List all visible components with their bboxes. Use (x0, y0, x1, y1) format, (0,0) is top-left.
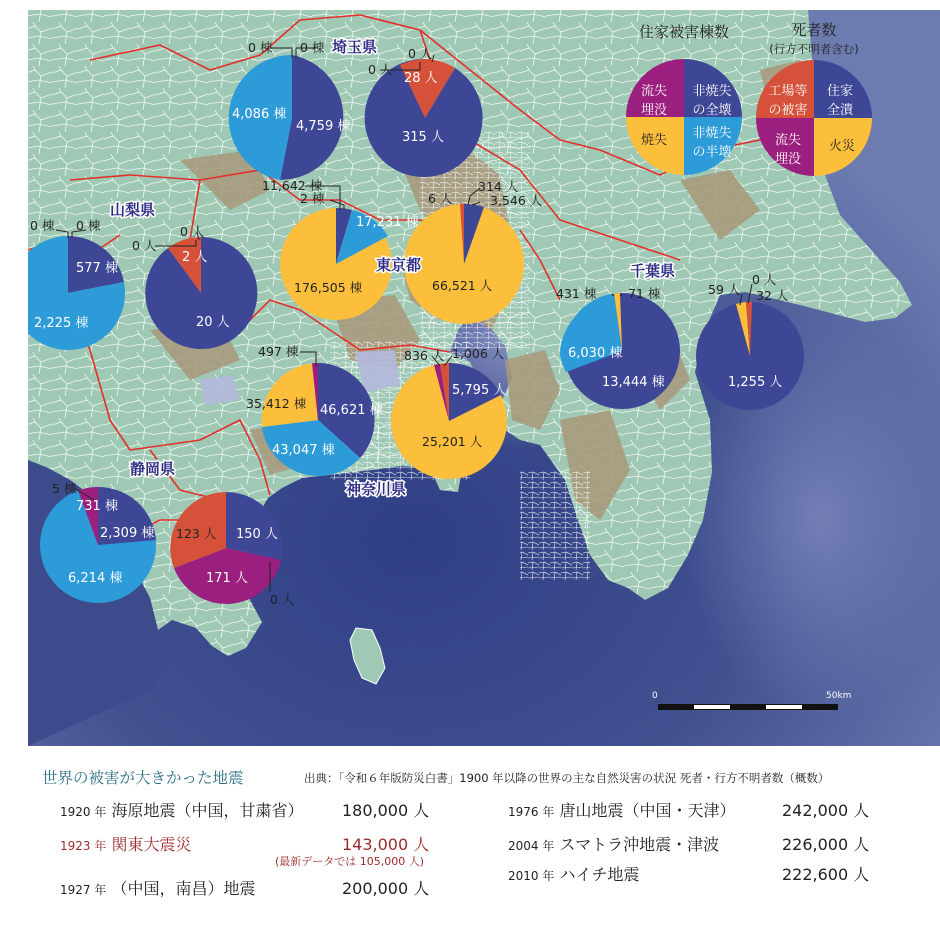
scale-end-label: 50km (826, 691, 852, 701)
legend-housing-cell-2: 埋没 (640, 103, 668, 118)
world-row-value: 226,000 人 (782, 835, 870, 854)
legend-deaths-cell-7: 火災 (828, 139, 856, 154)
kanagawa-housing-label-4: 43,047 棟 (272, 443, 335, 458)
pie-chiba-deaths (696, 302, 804, 410)
legend-deaths-cell-2: の被害 (768, 103, 808, 118)
scale-start-label: 0 (652, 691, 658, 701)
world-row-name: 海原地震（中国，甘粛省） (111, 801, 304, 820)
world-row-year: 1920 年 (60, 805, 107, 819)
kanagawa-housing-label-1: 497 棟 (258, 344, 299, 359)
world-row-year: 2010 年 (508, 869, 555, 883)
world-row (508, 832, 719, 855)
kanagawa-deaths-label-2: 1,006 人 (452, 346, 505, 361)
world-row-name: スマトラ沖地震・津波 (559, 835, 720, 854)
legend-deaths-subtitle: (行方不明者含む) (769, 42, 859, 56)
world-source: 出典：「令和６年版防災白書」1900 年以降の世界の主な自然災害の状況 死者・行方不明者数（概数） (304, 771, 830, 785)
chiba-housing-label-2: 71 棟 (628, 286, 661, 301)
world-row-year: 1976 年 (508, 805, 555, 819)
chiba-deaths-label-3: 32 人 (756, 288, 789, 303)
scale-bar-seg (694, 705, 730, 709)
chiba-housing-label-3: 6,030 棟 (568, 346, 623, 361)
legend-deaths-pie (756, 60, 872, 176)
saitama-housing-label-4: 4,086 棟 (232, 107, 287, 122)
shizuoka-housing-label-4: 6,214 棟 (68, 571, 123, 586)
shizuoka-housing-label-3: 2,309 棟 (100, 526, 155, 541)
prefecture-tokyo: 東京都 (376, 256, 422, 274)
saitama-housing-label-2: 0 棟 (300, 40, 325, 55)
world-row-value: 222,600 人 (782, 865, 870, 884)
tokyo-housing-label-2: 2 棟 (300, 191, 325, 206)
yamanashi-deaths-label-3: 2 人 (182, 250, 208, 265)
world-row (60, 798, 303, 821)
yamanashi-housing-label-2: 0 棟 (76, 218, 101, 233)
world-earthquakes-panel (0, 746, 940, 934)
shizuoka-housing-label-1: 5 棟 (52, 481, 77, 496)
kanagawa-deaths-label-1: 836 人 (404, 348, 445, 363)
yamanashi-housing-label-4: 2,225 棟 (34, 316, 89, 331)
world-row-name: ハイチ地震 (559, 865, 640, 884)
world-row (508, 798, 735, 821)
prefecture-shizuoka: 静岡県 (130, 460, 176, 478)
kanagawa-deaths-label-4: 25,201 人 (422, 434, 483, 449)
legend-deaths-cell-1: 工場等 (768, 84, 808, 99)
legend-housing-cell-3: 非焼失 (692, 84, 732, 99)
pie-shizuoka-deaths (170, 492, 282, 604)
shizuoka-housing-label-2: 731 棟 (76, 499, 118, 514)
saitama-deaths-label-1: 0 人 (368, 62, 393, 77)
prefecture-chiba: 千葉県 (630, 262, 676, 280)
chiba-deaths-label-1: 59 人 (708, 282, 741, 297)
world-row (60, 876, 255, 899)
legend-deaths-cell-6: 埋没 (774, 152, 802, 167)
legend-housing-cell-7: の半壊 (692, 145, 732, 160)
world-row (508, 862, 639, 885)
chiba-housing-label-4: 13,444 棟 (602, 375, 665, 390)
tokyo-deaths-label-1: 6 人 (428, 191, 453, 206)
shizuoka-deaths-label-2: 150 人 (236, 527, 278, 542)
world-row-name: 関東大震災 (111, 835, 192, 854)
chiba-deaths-label-2: 0 人 (752, 272, 777, 287)
saitama-deaths-label-2: 0 人 (408, 46, 433, 61)
world-row-value: 143,000 人 (342, 835, 430, 854)
kanagawa-housing-label-2: 35,412 棟 (246, 396, 307, 411)
map-svg (28, 10, 940, 746)
yamanashi-deaths-label-1: 0 人 (132, 238, 157, 253)
tokyo-deaths-label-4: 66,521 人 (432, 278, 493, 293)
prefecture-yamanashi: 山梨県 (110, 201, 156, 219)
legend-deaths-cell-3: 住家 (826, 84, 854, 99)
yamanashi-deaths-label-4: 20 人 (196, 315, 230, 330)
world-row-note: (最新データでは 105,000 人) (275, 855, 425, 868)
yamanashi-housing-label-1: 0 棟 (30, 218, 55, 233)
map (28, 10, 940, 746)
world-row-highlight (60, 832, 191, 855)
world-row-value: 180,000 人 (342, 801, 430, 820)
legend-deaths-cell-5: 流失 (774, 133, 802, 148)
legend-housing-cell-5: 焼失 (640, 133, 668, 148)
legend-housing-cell-6: 非焼失 (692, 126, 732, 141)
saitama-deaths-label-3: 28 人 (404, 71, 438, 86)
prefecture-kanagawa: 神奈川県 (346, 480, 407, 498)
shizuoka-deaths-label-3: 171 人 (206, 571, 248, 586)
shizuoka-deaths-label-4: 0 人 (270, 592, 295, 607)
legend-housing-title: 住家被害棟数 (638, 23, 730, 41)
world-row-name: （中国，南昌）地震 (111, 879, 256, 898)
world-row-value: 242,000 人 (782, 801, 870, 820)
world-row-year: 1923 年 (60, 839, 107, 853)
legend-deaths-title: 死者数 (791, 21, 837, 39)
world-row-name: 唐山地震（中国・天津） (559, 801, 736, 820)
tokyo-deaths-label-3: 3,546 人 (490, 193, 543, 208)
legend-deaths-cell-4: 全潰 (826, 103, 854, 118)
tokyo-housing-label-1: 11,642 棟 (262, 178, 323, 193)
kanagawa-deaths-label-3: 5,795 人 (452, 383, 507, 398)
world-row-value: 200,000 人 (342, 879, 430, 898)
world-row-year: 1927 年 (60, 883, 107, 897)
tokyo-deaths-label-2: 314 人 (478, 179, 519, 194)
chiba-deaths-label-4: 1,255 人 (728, 375, 783, 390)
legend-housing-pie (626, 59, 742, 175)
prefecture-saitama: 埼玉県 (332, 38, 378, 56)
legend-housing-cell-4: の全壊 (692, 103, 732, 118)
saitama-deaths-label-4: 315 人 (402, 130, 444, 145)
legend-housing-cell-1: 流失 (640, 84, 668, 99)
world-row-year: 2004 年 (508, 839, 555, 853)
yamanashi-housing-label-3: 577 棟 (76, 261, 118, 276)
pie-tokyo-deaths (404, 204, 524, 324)
pie-kanagawa-deaths (391, 363, 507, 479)
tokyo-housing-label-4: 176,505 棟 (294, 280, 363, 295)
shizuoka-deaths-label-1: 123 人 (176, 526, 217, 541)
tokyo-housing-label-3: 17,231 棟 (356, 215, 419, 230)
chiba-housing-label-1: 431 棟 (556, 286, 597, 301)
scale-bar-fill (658, 704, 838, 710)
pie-kanagawa-housing (262, 363, 375, 476)
kanagawa-housing-label-3: 46,621 棟 (320, 403, 383, 418)
scale-bar-seg (766, 705, 802, 709)
yamanashi-deaths-label-2: 0 人 (180, 224, 205, 239)
saitama-housing-label-3: 4,759 棟 (296, 119, 351, 134)
saitama-housing-label-1: 0 棟 (248, 40, 273, 55)
world-title: 世界の被害が大きかった地震 (42, 769, 244, 787)
